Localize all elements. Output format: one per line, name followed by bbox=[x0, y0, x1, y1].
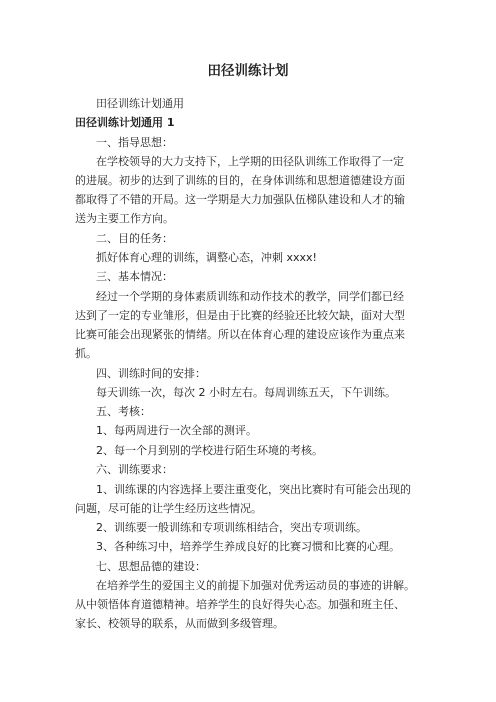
section-2-heading: 二、目的任务： bbox=[96, 232, 173, 245]
paragraph-line: 2、训练要一般训练和专项训练相结合，突出专项训练。 bbox=[96, 521, 367, 534]
paragraph-line: 问题，尽可能的让学生经历这些情况。 bbox=[75, 502, 262, 515]
paragraph-line: 达到了一定的专业雏形，但是由于比赛的经验还比较欠缺，面对大型 bbox=[75, 309, 405, 322]
section-1-heading: 一、指导思想： bbox=[96, 136, 173, 149]
paragraph-line: 在培养学生的爱国主义的前提下加强对优秀运动员的事迹的讲解。 bbox=[96, 579, 415, 592]
paragraph-line: 抓。 bbox=[75, 347, 97, 360]
paragraph-line: 2、每一个月到别的学校进行陌生环境的考核。 bbox=[96, 444, 323, 457]
paragraph-line: 1、训练课的内容选择上要注重变化，突出比赛时有可能会出现的 bbox=[96, 483, 411, 496]
section-3-heading: 三、基本情况： bbox=[96, 270, 173, 283]
paragraph-line: 比赛可能会出现紧张的情绪。所以在体育心理的建设应该作为重点来 bbox=[75, 328, 405, 341]
paragraph-line: 每天训练一次，每次 2 小时左右。每周训练五天，下午训练。 bbox=[96, 386, 396, 399]
document-title: 田径训练计划 bbox=[207, 63, 289, 79]
section-4-heading: 四、训练时间的安排： bbox=[96, 367, 206, 380]
paragraph-line: 的进展。初步的达到了训练的目的，在身体训练和思想道德建设方面 bbox=[75, 174, 405, 187]
document-subtitle: 田径训练计划通用 bbox=[96, 97, 184, 110]
section-5-heading: 五、考核： bbox=[96, 405, 151, 418]
paragraph-line: 送为主要工作方向。 bbox=[75, 212, 174, 225]
paragraph-line: 都取得了不错的开局。这一学期是大力加强队伍梯队建设和人才的输 bbox=[75, 193, 405, 206]
paragraph-line: 家长、校领导的联系，从而做到多级管理。 bbox=[75, 617, 284, 630]
section-heading: 田径训练计划通用 1 bbox=[75, 116, 175, 129]
paragraph-line: 抓好体育心理的训练，调整心态，冲刺 xxxx! bbox=[96, 251, 317, 264]
paragraph-line: 从中领悟体育道德精神。培养学生的良好得失心态。加强和班主任、 bbox=[75, 598, 405, 611]
paragraph-line: 3、各种练习中，培养学生养成良好的比赛习惯和比赛的心理。 bbox=[96, 540, 400, 553]
paragraph-line: 经过一个学期的身体素质训练和动作技术的教学，同学们都已经 bbox=[96, 290, 404, 303]
paragraph-line: 1、每两周进行一次全部的测评。 bbox=[96, 424, 257, 437]
section-6-heading: 六、训练要求： bbox=[96, 463, 173, 476]
section-7-heading: 七、思想品德的建设： bbox=[96, 560, 206, 573]
paragraph-line: 在学校领导的大力支持下，上学期的田径队训练工作取得了一定 bbox=[96, 155, 404, 168]
